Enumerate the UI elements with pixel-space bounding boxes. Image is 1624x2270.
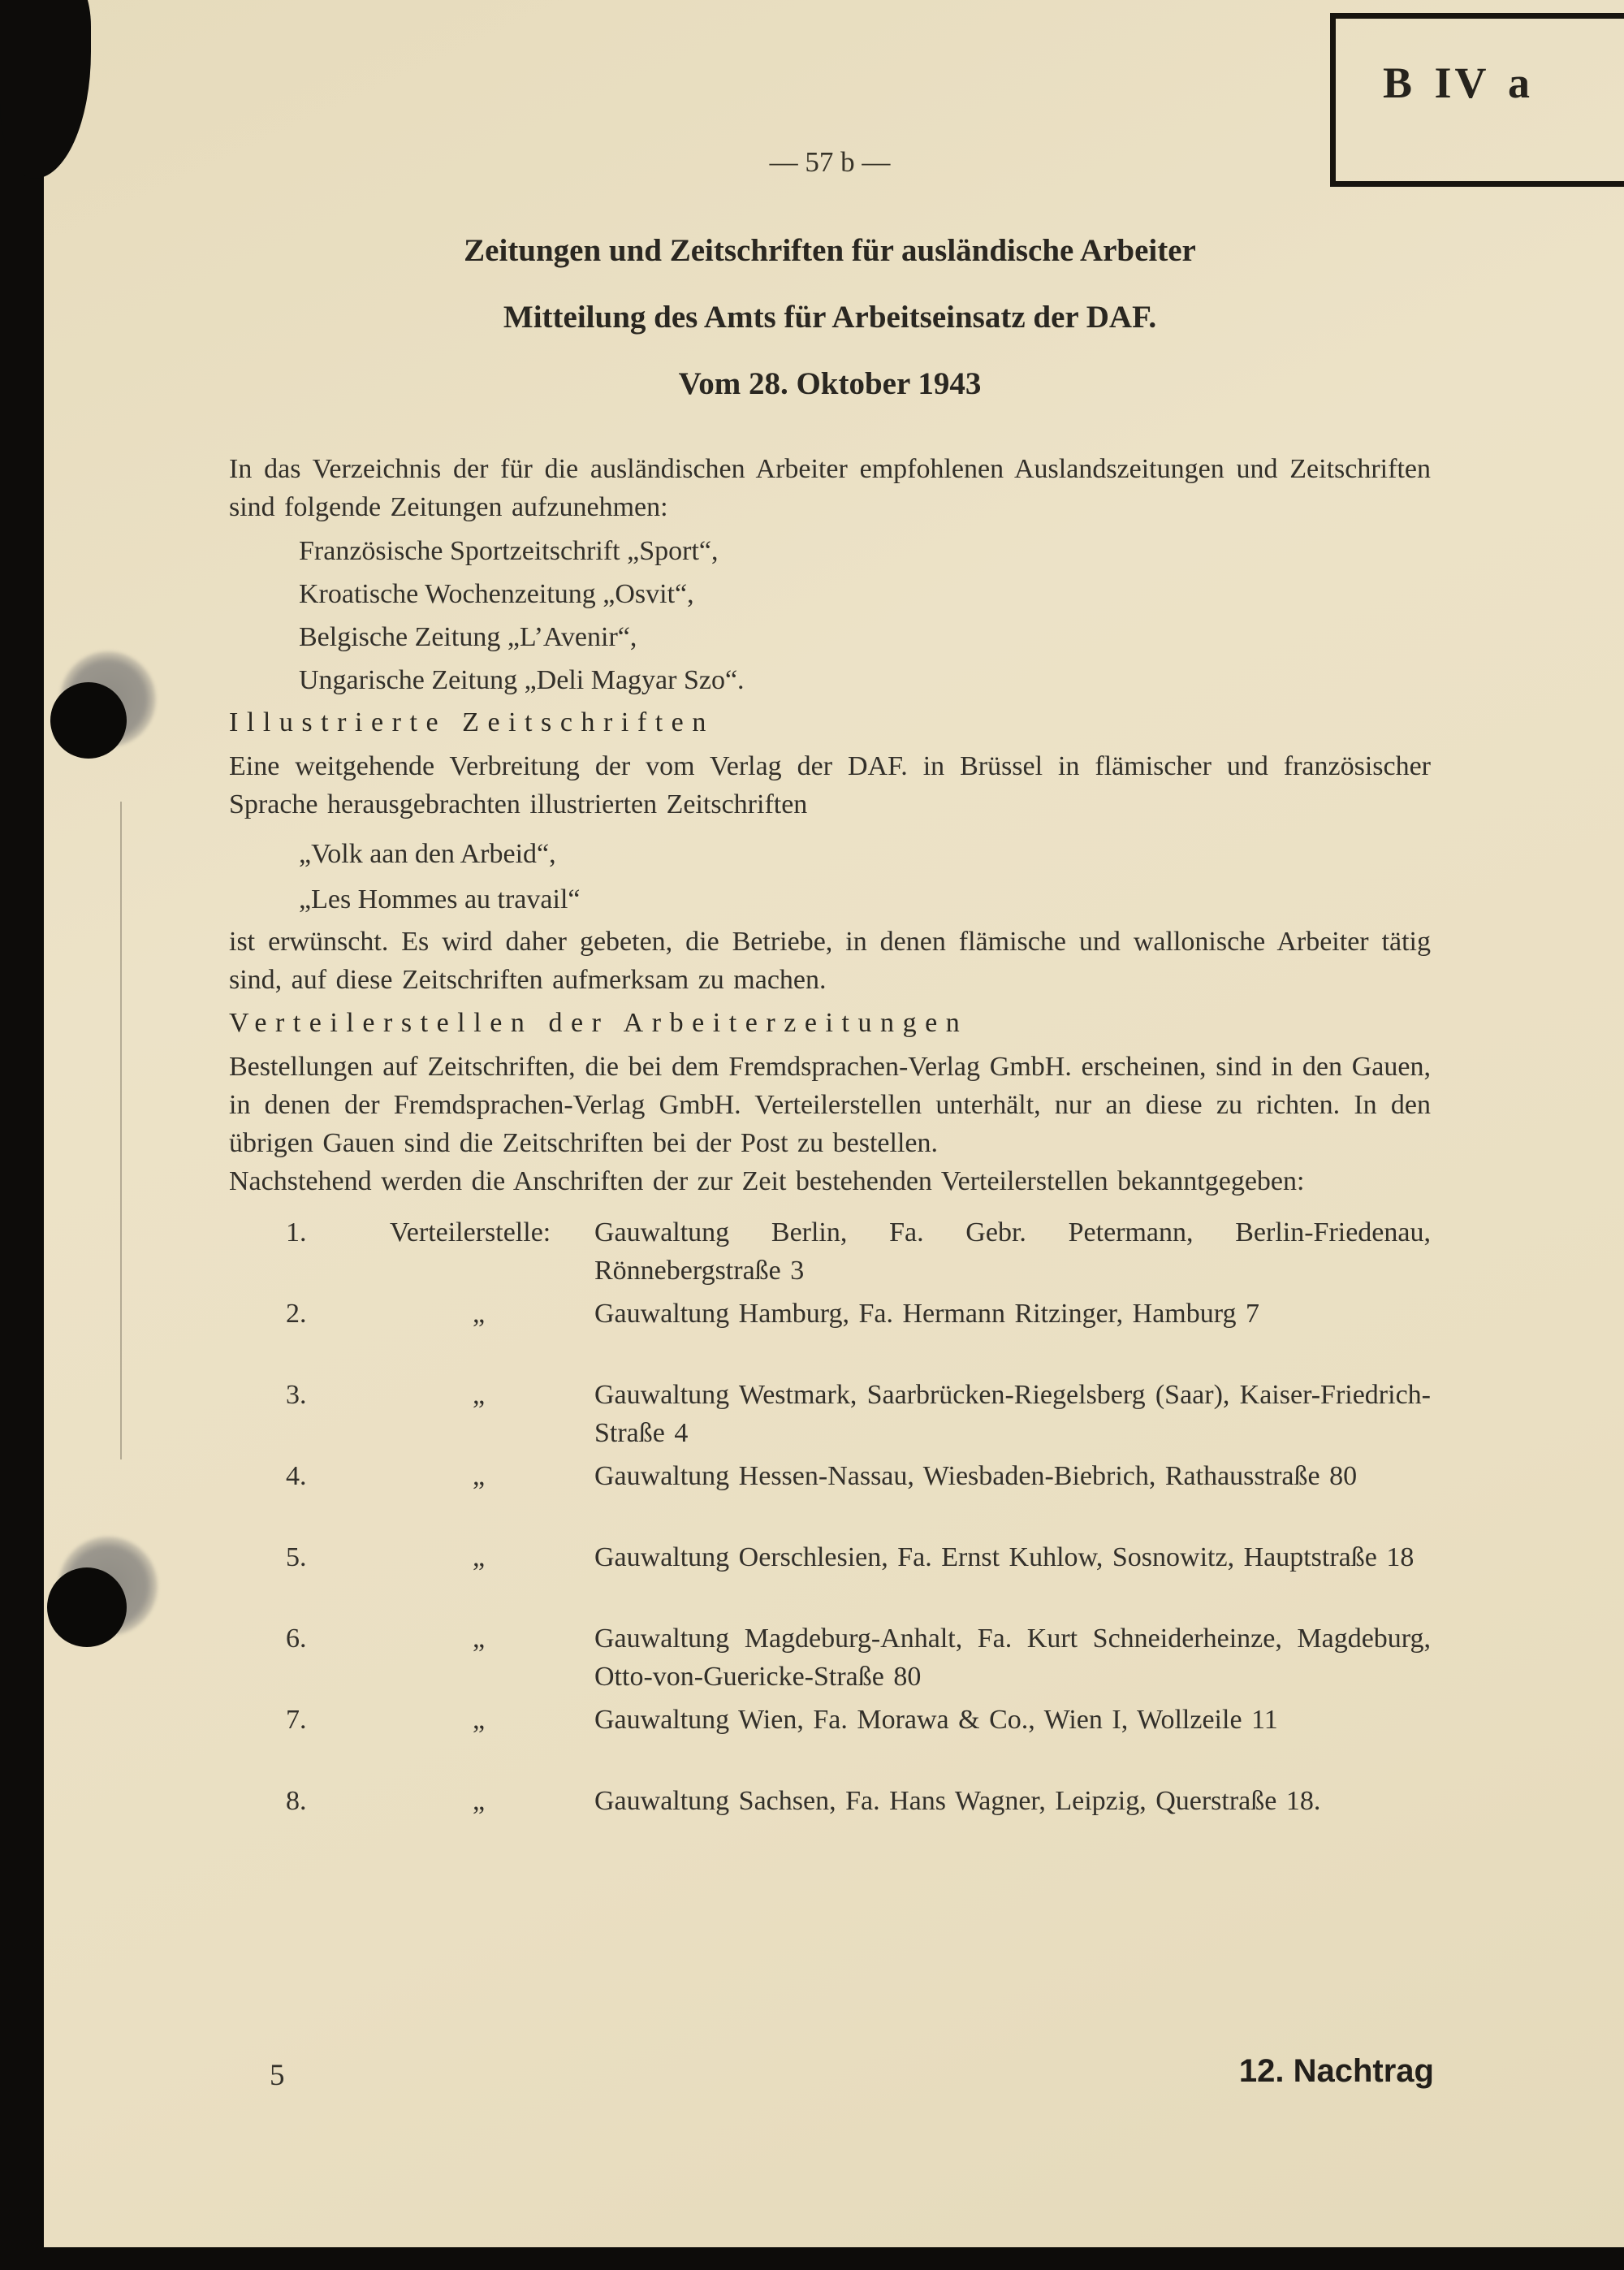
entry-text: Gauwaltung Sachsen, Fa. Hans Wagner, Leipzig, Querstraße 18. xyxy=(594,1786,1321,1816)
entry-ditto-mark: „ xyxy=(473,1705,486,1735)
entry-ditto-mark: „ xyxy=(473,1299,486,1329)
page-content xyxy=(229,146,1431,1863)
entry-ditto-mark: „ xyxy=(473,1786,486,1816)
newspaper-item: Belgische Zeitung „L’Avenir“, xyxy=(299,622,637,652)
entry-number: 4. xyxy=(286,1461,307,1491)
entry-ditto-mark: „ xyxy=(473,1461,486,1491)
distribution-entry xyxy=(286,1538,1431,1615)
scan-edge-bottom xyxy=(0,2247,1624,2270)
illustrated-paragraph-2: ist erwünscht. Es wird daher gebeten, die Betriebe, in denen flämische und wallonische Arbeiter tätig sind, auf diese Zeitschriften aufmerksam zu machen. xyxy=(229,927,1431,995)
scan-edge-left xyxy=(0,0,44,2270)
magazine-list xyxy=(229,832,1431,923)
entry-number: 6. xyxy=(286,1624,307,1654)
distribution-entry xyxy=(286,1782,1431,1858)
entry-number: 7. xyxy=(286,1705,307,1735)
entry-number: 5. xyxy=(286,1542,307,1572)
distribution-entry xyxy=(286,1376,1431,1452)
hole-punch-hole xyxy=(50,682,127,759)
entry-text: Gauwaltung Hamburg, Fa. Hermann Ritzinger, Hamburg 7 xyxy=(594,1299,1259,1329)
classification-box xyxy=(1330,13,1624,187)
entry-ditto-mark: „ xyxy=(473,1624,486,1654)
distribution-paragraph-2: Nachstehend werden die Anschriften der zur Zeit bestehenden Verteilerstellen bekanntgegeben: xyxy=(229,1166,1305,1196)
entry-text: Gauwaltung Magdeburg-Anhalt, Fa. Kurt Schneiderheinze, Magdeburg, Otto-von-Guericke-Straße 80 xyxy=(594,1624,1431,1692)
entry-ditto-mark: „ xyxy=(473,1380,486,1410)
distribution-entry xyxy=(286,1619,1431,1696)
entry-text: Gauwaltung Berlin, Fa. Gebr. Petermann, Berlin-Friedenau, Rönnebergstraße 3 xyxy=(594,1217,1431,1286)
illustrated-paragraph-1: Eine weitgehende Verbreitung der vom Verlag der DAF. in Brüssel in flämischer und französischer Sprache herausgebrachten illustrierten Zeitschriften xyxy=(229,751,1431,819)
hole-punch-top xyxy=(49,646,171,768)
entry-number: 8. xyxy=(286,1786,307,1816)
newspaper-item: Kroatische Wochenzeitung „Osvit“, xyxy=(299,579,694,609)
scan-corner-blob xyxy=(0,0,91,179)
distribution-entry xyxy=(286,1701,1431,1777)
entry-label: Verteilerstelle: xyxy=(390,1217,551,1247)
distribution-paragraph-1: Bestellungen auf Zeitschriften, die bei dem Fremdsprachen-Verlag GmbH. erscheinen, sind in den Gauen, in denen der Fremdsprachen-Verlag GmbH. Verteilerstellen unterhält, nur an diese zu richten. In den übrigen Gauen sind die Zeitschriften bei der Post zu bestellen. xyxy=(229,1052,1431,1158)
hole-punch-hole xyxy=(47,1567,127,1647)
classification-label: B IV a xyxy=(1383,58,1534,107)
newspaper-item: Ungarische Zeitung „Deli Magyar Szo“. xyxy=(299,665,745,695)
newspaper-list xyxy=(229,530,1431,702)
magazine-item: „Volk aan den Arbeid“, xyxy=(299,839,556,869)
title-line-1: Zeitungen und Zeitschriften für ausländische Arbeiter xyxy=(464,233,1196,268)
footer-supplement-label: 12. Nachtrag xyxy=(1238,2053,1434,2089)
footer-page-number: 5 xyxy=(270,2059,285,2092)
entry-text: Gauwaltung Wien, Fa. Morawa & Co., Wien I, Wollzeile 11 xyxy=(594,1705,1278,1735)
distribution-entry xyxy=(286,1457,1431,1533)
entry-number: 3. xyxy=(286,1380,307,1410)
entry-text: Gauwaltung Westmark, Saarbrücken-Riegelsberg (Saar), Kaiser-Friedrich-Straße 4 xyxy=(594,1380,1431,1448)
distribution-entry xyxy=(286,1295,1431,1371)
entry-text: Gauwaltung Oerschlesien, Fa. Ernst Kuhlow, Sosnowitz, Hauptstraße 18 xyxy=(594,1542,1415,1572)
distribution-entry xyxy=(286,1213,1431,1290)
entry-number: 2. xyxy=(286,1299,307,1329)
page-header-number: — 57 b — xyxy=(769,146,891,178)
entry-ditto-mark: „ xyxy=(473,1542,486,1572)
newspaper-item: Französische Sportzeitschrift „Sport“, xyxy=(299,536,719,566)
title-line-3: Vom 28. Oktober 1943 xyxy=(678,366,982,401)
section-heading-illustrated: Illustrierte Zeitschriften xyxy=(229,707,715,737)
distribution-entries xyxy=(229,1213,1431,1858)
section-heading-distribution: Verteilerstellen der Arbeiterzeitungen xyxy=(229,1008,969,1038)
magazine-item: „Les Hommes au travail“ xyxy=(299,884,581,914)
scan-line-artifact xyxy=(120,802,122,1459)
intro-paragraph: In das Verzeichnis der für die ausländischen Arbeiter empfohlenen Auslandszeitungen und Zeitschriften sind folgende Zeitungen aufzunehmen: xyxy=(229,454,1431,522)
entry-text: Gauwaltung Hessen-Nassau, Wiesbaden-Biebrich, Rathausstraße 80 xyxy=(594,1461,1358,1491)
entry-number: 1. xyxy=(286,1217,307,1247)
title-line-2: Mitteilung des Amts für Arbeitseinsatz der DAF. xyxy=(503,300,1157,335)
hole-punch-bottom xyxy=(45,1530,175,1660)
